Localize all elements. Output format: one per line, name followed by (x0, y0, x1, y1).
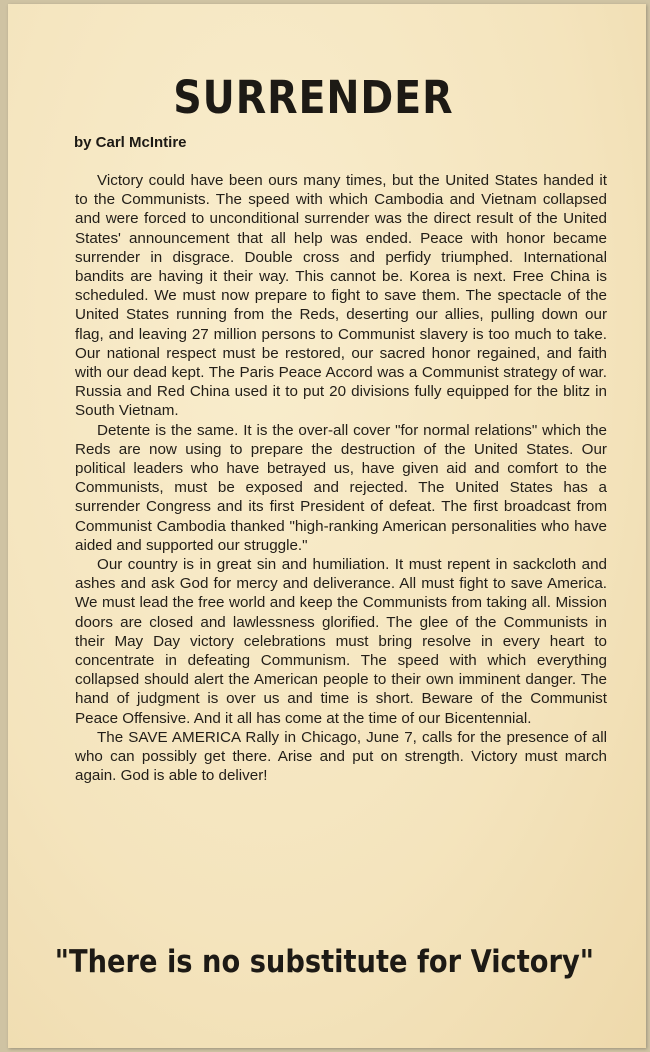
byline: by Carl McIntire (74, 134, 187, 151)
page-title: SURRENDER (173, 71, 454, 124)
paragraph: The SAVE AMERICA Rally in Chicago, June 7, calls for the presence of all who can possibly get there. Arise and put on strength. Victory must march again. God is able to deliver! (75, 728, 607, 785)
paragraph: Victory could have been ours many times, but the United States handed it to the Communists. The speed with which Cambodia and Vietnam collapsed and were forced to unconditional surrender was the direct result of the United States' announcement that all help was ended. Peace with honor became surrender in disgrace. Double cross and perfidy triumphed. International bandits are having it their way. This cannot be. Korea is next. Free China is scheduled. We must now prepare to fight to save them. The spectacle of the United States running from the Reds, deserting our allies, pulling down our flag, and leaving 27 million persons to Communist slavery is too much to take. Our national respect must be restored, our sacred honor regained, and faith with our dead kept. The Paris Peace Accord was a Communist strategy of war. Russia and Red China used it to put 20 divisions fully equipped for the blitz in South Vietnam. (75, 172, 607, 420)
article-body (75, 171, 607, 786)
document-page (8, 4, 646, 1048)
paragraph: Our country is in great sin and humiliation. It must repent in sackcloth and ashes and ask God for mercy and deliverance. All must fight to save America. We must lead the free world and keep the Communists from taking all. Mission doors are closed and lawlessness glorified. The glee of the Communists in their May Day victory celebrations must bring resolve in every heart to concentrate in defeating Communism. The speed with which everything collapsed should alert the American people to their own imminent danger. The hand of judgment is over us and time is short. Beware of the Communist Peace Offensive. And it all has come at the time of our Bicentennial. (75, 556, 607, 727)
closing-quote: "There is no substitute for Victory" (54, 944, 594, 980)
paragraph: Detente is the same. It is the over-all cover "for normal relations" which the Reds are now using to prepare the destruction of the United States. Our political leaders who have betrayed us, have given aid and comfort to the Communists, must be exposed and rejected. The United States has a surrender Congress and its first President of defeat. The first broadcast from Communist Cambodia thanked "high-ranking American personalities who have aided and supported our struggle." (75, 421, 607, 554)
